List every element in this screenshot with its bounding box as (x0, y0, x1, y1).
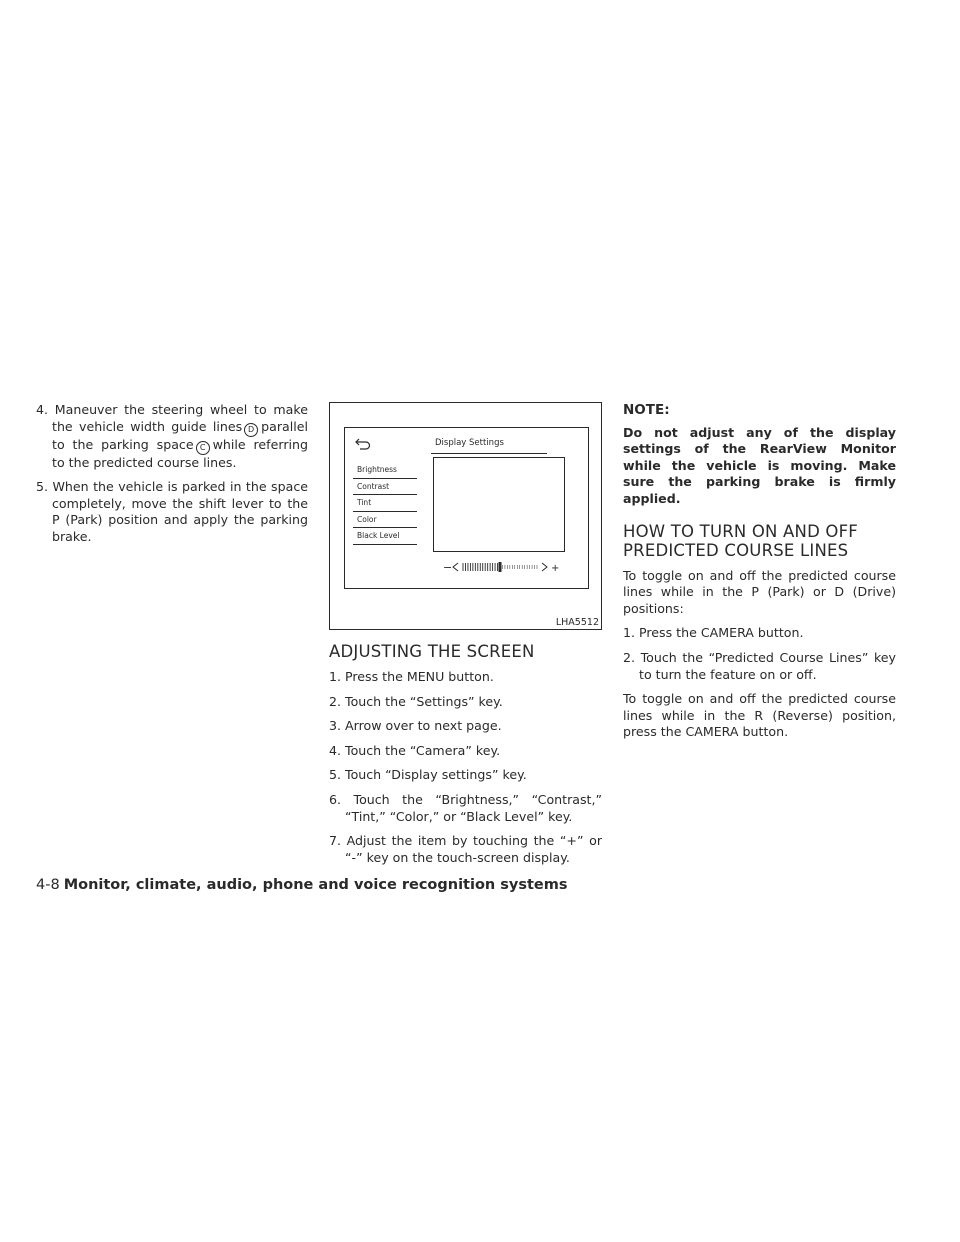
menu-item-black-level[interactable]: Black Level (353, 528, 417, 545)
adjust-slider[interactable] (439, 560, 569, 574)
step-4-text-c: while referring to the predicted course lines. (52, 436, 308, 470)
course-step-1: 1. Press the CAMERA button. (623, 625, 804, 641)
column-right (623, 402, 896, 749)
adjust-step-6: 6. Touch the “Brightness,” “Contrast,” “Tint,” “Color,” or “Black Level” key. (329, 791, 602, 824)
menu-item-tint[interactable]: Tint (353, 495, 417, 512)
marker-d-icon: D (244, 423, 258, 437)
course-lines-intro: To toggle on and off the predicted course lines while in the P (Park) or D (Drive) positions: (623, 567, 896, 616)
screen-title: Display Settings (435, 438, 504, 448)
section-heading-adjusting: ADJUSTING THE SCREEN (329, 642, 535, 661)
adjust-step-1: 1. Press the MENU button. (329, 669, 494, 684)
minus-key[interactable]: − (443, 561, 453, 574)
settings-menu (353, 462, 417, 545)
menu-item-color[interactable]: Color (353, 512, 417, 529)
figure-caption: LHA5512 (555, 617, 599, 628)
adjust-step-3: 3. Arrow over to next page. (329, 718, 502, 734)
slider-knob[interactable] (499, 562, 502, 572)
note-title: NOTE: (623, 402, 670, 418)
course-lines-outro: To toggle on and off the predicted course lines while in the R (Reverse) position, press the CAMERA button. (623, 691, 896, 740)
column-left (36, 402, 308, 554)
heading-line-1: HOW TO TURN ON AND OFF (623, 521, 858, 541)
marker-c-icon: C (196, 441, 210, 455)
column-middle (329, 402, 602, 874)
display-settings-figure (329, 402, 602, 630)
chevron-left-icon[interactable] (453, 563, 458, 571)
step-4 (36, 402, 308, 471)
back-arrow-icon (355, 437, 371, 451)
page-footer (36, 876, 568, 894)
slider-ticks (463, 562, 537, 572)
chevron-right-icon[interactable] (542, 563, 547, 571)
title-divider (431, 453, 547, 454)
heading-line-2: PREDICTED COURSE LINES (623, 540, 849, 560)
display-settings-screen (344, 427, 589, 589)
menu-item-contrast[interactable]: Contrast (353, 479, 417, 496)
note-text: Do not adjust any of the display settings of the RearView Monitor while the vehicle is moving. Make sure the parking brake is firmly applied. (623, 424, 896, 506)
step-5: 5. When the vehicle is parked in the space completely, move the shift lever to the P (Park) position and apply the parking brake. (36, 479, 308, 544)
course-step-2: 2. Touch the “Predicted Course Lines” key to turn the feature on or off. (623, 649, 896, 682)
adjust-step-7: 7. Adjust the item by touching the “+” or “-” key on the touch-screen display. (329, 833, 602, 865)
adjust-step-4: 4. Touch the “Camera” key. (329, 742, 501, 758)
plus-key[interactable]: + (551, 563, 560, 574)
adjust-step-2: 2. Touch the “Settings” key. (329, 693, 503, 709)
section-heading-course-lines (623, 522, 896, 560)
menu-item-brightness[interactable]: Brightness (353, 462, 417, 479)
chapter-title: Monitor, climate, audio, phone and voice recognition systems (63, 877, 568, 893)
step-4-text-b: parallel to the parking space (52, 418, 308, 452)
adjust-step-5: 5. Touch “Display settings” key. (329, 767, 527, 783)
page-number: 4-8 (36, 877, 60, 893)
step-4-text-a: 4. Maneuver the steering wheel to make the vehicle width guide lines (36, 402, 308, 434)
preview-area (433, 457, 565, 552)
